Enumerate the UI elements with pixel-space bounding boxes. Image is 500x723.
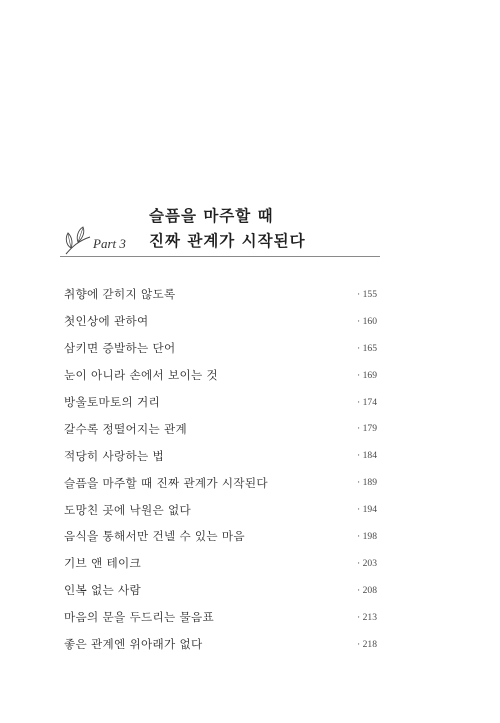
toc-item-page: · 169 [357, 369, 377, 381]
toc-item[interactable] [64, 469, 377, 496]
toc-item-title: 눈이 아니라 손에서 보이는 것 [64, 368, 218, 383]
toc-item[interactable] [64, 281, 377, 308]
toc-item-page: · 198 [357, 530, 377, 542]
toc-item-title: 도망친 곳에 낙원은 없다 [64, 502, 191, 517]
toc-item[interactable] [64, 631, 377, 658]
toc-item-title: 좋은 관계엔 위아래가 없다 [64, 637, 203, 652]
toc-item-title: 기브 앤 테이크 [64, 556, 141, 571]
toc-item-title: 인복 없는 사람 [64, 583, 141, 598]
toc-item[interactable] [64, 362, 377, 389]
toc-item-title: 갈수록 정떨어지는 관계 [64, 421, 187, 436]
part-title-line-2: 진짜 관계가 시작된다 [149, 232, 306, 250]
toc-item[interactable] [64, 335, 377, 362]
toc-item-page: · 184 [357, 450, 377, 462]
toc-item-page: · 213 [357, 611, 377, 623]
toc-item[interactable] [64, 389, 377, 416]
toc-item[interactable] [64, 308, 377, 335]
toc-item-title: 삼키면 증발하는 단어 [64, 341, 176, 356]
toc-item-page: · 194 [357, 504, 377, 516]
toc-item-page: · 155 [357, 288, 377, 300]
toc-item-page: · 174 [357, 396, 377, 408]
toc-item-title: 취향에 갇히지 않도록 [64, 287, 176, 302]
toc-item-title: 슬픔을 마주할 때 진짜 관계가 시작된다 [64, 475, 268, 490]
toc-item-page: · 208 [357, 584, 377, 596]
toc-item[interactable] [64, 496, 377, 523]
toc-item[interactable] [64, 550, 377, 577]
toc-item[interactable] [64, 604, 377, 631]
table-of-contents [64, 281, 377, 657]
toc-item-page: · 189 [357, 477, 377, 489]
toc-item[interactable] [64, 415, 377, 442]
divider [60, 256, 380, 257]
toc-item-page: · 203 [357, 557, 377, 569]
part-label: Part 3 [93, 236, 126, 251]
toc-item-title: 방울토마토의 거리 [64, 395, 160, 409]
toc-item-page: · 179 [357, 423, 377, 435]
toc-item-title: 첫인상에 관하여 [64, 314, 149, 329]
toc-item[interactable] [64, 523, 377, 550]
toc-item-page: · 218 [357, 638, 377, 650]
toc-item-title: 마음의 문을 두드리는 물음표 [64, 610, 214, 625]
part-title [149, 204, 369, 254]
part-title-line-1: 슬픔을 마주할 때 [149, 207, 274, 225]
toc-item-page: · 165 [357, 342, 377, 354]
toc-item-page: · 160 [357, 315, 377, 327]
toc-item[interactable] [64, 442, 377, 469]
leaf-icon [62, 223, 94, 257]
toc-item[interactable] [64, 577, 377, 604]
toc-item-title: 적당히 사랑하는 법 [64, 448, 164, 463]
toc-item-title: 음식을 통해서만 건넬 수 있는 마음 [64, 529, 245, 544]
